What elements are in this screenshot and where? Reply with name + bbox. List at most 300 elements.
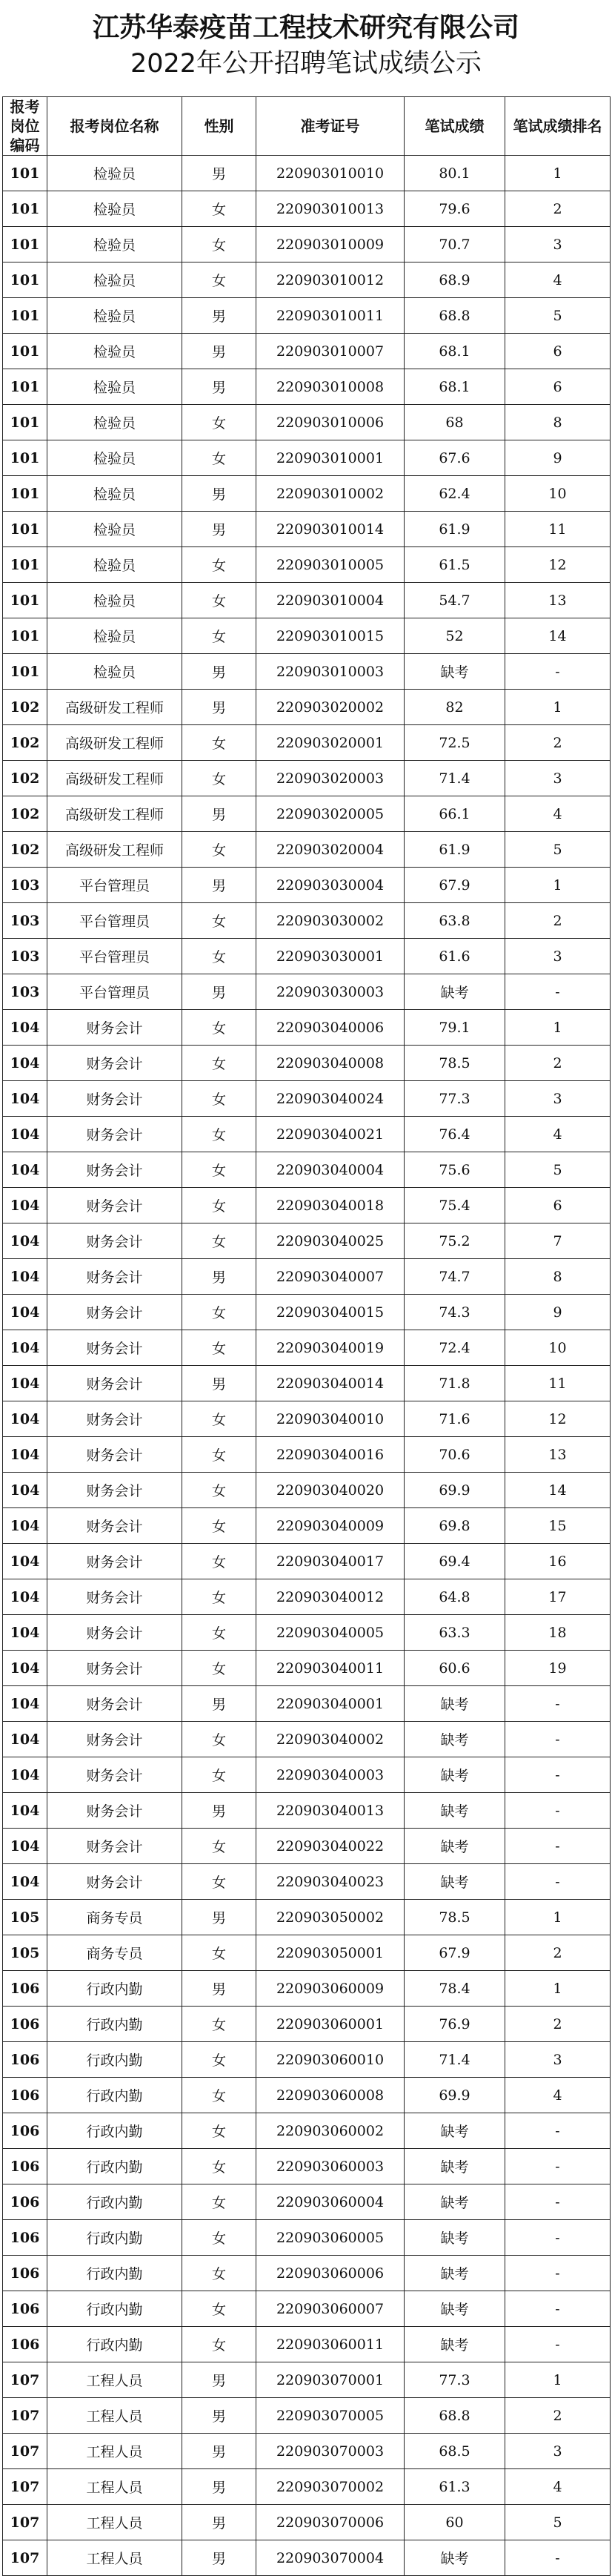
table-row — [3, 868, 611, 903]
cell-score: 67.9 — [405, 1935, 505, 1971]
cell-code: 102 — [3, 761, 47, 796]
cell-code: 106 — [3, 2149, 47, 2184]
cell-score: 71.4 — [405, 761, 505, 796]
cell-ticket: 220903040024 — [256, 1081, 405, 1117]
cell-score: 69.4 — [405, 1544, 505, 1579]
cell-position: 财务会计 — [47, 1046, 182, 1081]
cell-score: 78.5 — [405, 1046, 505, 1081]
cell-gender: 男 — [182, 690, 256, 725]
cell-rank: 3 — [505, 2042, 611, 2078]
cell-score: 61.3 — [405, 2469, 505, 2505]
cell-gender: 男 — [182, 156, 256, 191]
cell-position: 行政内勤 — [47, 2113, 182, 2149]
cell-code: 101 — [3, 334, 47, 369]
cell-position: 商务专员 — [47, 1935, 182, 1971]
cell-code: 101 — [3, 191, 47, 227]
cell-code: 104 — [3, 1437, 47, 1473]
cell-rank: - — [505, 1829, 611, 1864]
table-row — [3, 1508, 611, 1544]
cell-position: 行政内勤 — [47, 2007, 182, 2042]
table-row — [3, 2291, 611, 2327]
table-row — [3, 227, 611, 262]
cell-gender: 男 — [182, 1793, 256, 1829]
cell-code: 104 — [3, 1223, 47, 1259]
cell-rank: 14 — [505, 618, 611, 654]
cell-gender: 男 — [182, 512, 256, 547]
cell-code: 106 — [3, 2220, 47, 2256]
cell-rank: - — [505, 2256, 611, 2291]
cell-rank: - — [505, 2113, 611, 2149]
cell-score: 71.8 — [405, 1366, 505, 1401]
cell-gender: 女 — [182, 227, 256, 262]
cell-score: 缺考 — [405, 2113, 505, 2149]
cell-code: 106 — [3, 2007, 47, 2042]
cell-gender: 女 — [182, 1864, 256, 1900]
cell-ticket: 220903040016 — [256, 1437, 405, 1473]
cell-ticket: 220903030004 — [256, 868, 405, 903]
cell-code: 101 — [3, 583, 47, 618]
cell-code: 104 — [3, 1651, 47, 1686]
cell-position: 行政内勤 — [47, 1971, 182, 2007]
cell-rank: 1 — [505, 2362, 611, 2398]
cell-position: 工程人员 — [47, 2398, 182, 2434]
header-code: 报考岗位编码 — [3, 97, 47, 156]
cell-ticket: 220903040004 — [256, 1152, 405, 1188]
cell-ticket: 220903050002 — [256, 1900, 405, 1935]
table-row — [3, 262, 611, 298]
cell-gender: 女 — [182, 1544, 256, 1579]
cell-gender: 女 — [182, 903, 256, 939]
cell-ticket: 220903060002 — [256, 2113, 405, 2149]
cell-position: 财务会计 — [47, 1793, 182, 1829]
cell-position: 检验员 — [47, 156, 182, 191]
cell-rank: - — [505, 1864, 611, 1900]
cell-position: 财务会计 — [47, 1722, 182, 1757]
cell-gender: 女 — [182, 583, 256, 618]
cell-position: 商务专员 — [47, 1900, 182, 1935]
cell-position: 平台管理员 — [47, 868, 182, 903]
cell-score: 缺考 — [405, 1793, 505, 1829]
table-row — [3, 2149, 611, 2184]
cell-score: 63.3 — [405, 1615, 505, 1651]
cell-rank: - — [505, 2540, 611, 2576]
table-row — [3, 583, 611, 618]
cell-code: 107 — [3, 2362, 47, 2398]
cell-gender: 男 — [182, 868, 256, 903]
cell-gender: 男 — [182, 1971, 256, 2007]
cell-position: 平台管理员 — [47, 939, 182, 974]
cell-position: 高级研发工程师 — [47, 761, 182, 796]
cell-score: 缺考 — [405, 2184, 505, 2220]
cell-position: 财务会计 — [47, 1188, 182, 1223]
cell-position: 平台管理员 — [47, 974, 182, 1010]
cell-position: 高级研发工程师 — [47, 832, 182, 868]
cell-code: 104 — [3, 1295, 47, 1330]
cell-score: 缺考 — [405, 1686, 505, 1722]
cell-gender: 男 — [182, 334, 256, 369]
table-row — [3, 1152, 611, 1188]
cell-code: 101 — [3, 512, 47, 547]
cell-ticket: 220903040007 — [256, 1259, 405, 1295]
cell-score: 74.3 — [405, 1295, 505, 1330]
cell-gender: 女 — [182, 2078, 256, 2113]
cell-gender: 女 — [182, 1829, 256, 1864]
cell-score: 64.8 — [405, 1579, 505, 1615]
cell-gender: 男 — [182, 1900, 256, 1935]
cell-position: 工程人员 — [47, 2540, 182, 2576]
cell-ticket: 220903040014 — [256, 1366, 405, 1401]
cell-position: 行政内勤 — [47, 2327, 182, 2362]
cell-rank: - — [505, 1793, 611, 1829]
cell-score: 54.7 — [405, 583, 505, 618]
cell-position: 检验员 — [47, 512, 182, 547]
cell-score: 78.4 — [405, 1971, 505, 2007]
cell-rank: 4 — [505, 2078, 611, 2113]
cell-rank: - — [505, 2184, 611, 2220]
cell-rank: 2 — [505, 2007, 611, 2042]
cell-rank: 1 — [505, 690, 611, 725]
cell-ticket: 220903040015 — [256, 1295, 405, 1330]
cell-ticket: 220903040013 — [256, 1793, 405, 1829]
cell-rank: 2 — [505, 725, 611, 761]
cell-score: 76.9 — [405, 2007, 505, 2042]
cell-score: 71.4 — [405, 2042, 505, 2078]
cell-rank: 8 — [505, 1259, 611, 1295]
table-row — [3, 1010, 611, 1046]
table-row — [3, 2398, 611, 2434]
cell-rank: 16 — [505, 1544, 611, 1579]
table-row — [3, 369, 611, 405]
cell-ticket: 220903040017 — [256, 1544, 405, 1579]
cell-gender: 女 — [182, 618, 256, 654]
table-row — [3, 1259, 611, 1295]
cell-score: 68.1 — [405, 334, 505, 369]
cell-ticket: 220903010008 — [256, 369, 405, 405]
cell-code: 101 — [3, 654, 47, 690]
table-row — [3, 1330, 611, 1366]
cell-gender: 女 — [182, 1651, 256, 1686]
cell-gender: 女 — [182, 2184, 256, 2220]
cell-score: 缺考 — [405, 2149, 505, 2184]
table-row — [3, 476, 611, 512]
cell-gender: 女 — [182, 440, 256, 476]
table-row — [3, 1223, 611, 1259]
table-row — [3, 1651, 611, 1686]
cell-position: 财务会计 — [47, 1651, 182, 1686]
cell-gender: 女 — [182, 1152, 256, 1188]
cell-score: 67.6 — [405, 440, 505, 476]
cell-score: 61.9 — [405, 832, 505, 868]
cell-code: 104 — [3, 1829, 47, 1864]
cell-code: 103 — [3, 903, 47, 939]
cell-ticket: 220903010005 — [256, 547, 405, 583]
cell-rank: 9 — [505, 440, 611, 476]
cell-ticket: 220903040003 — [256, 1757, 405, 1793]
cell-score: 缺考 — [405, 1722, 505, 1757]
cell-rank: - — [505, 1722, 611, 1757]
cell-gender: 男 — [182, 369, 256, 405]
cell-rank: 2 — [505, 2398, 611, 2434]
cell-score: 69.9 — [405, 2078, 505, 2113]
cell-position: 财务会计 — [47, 1544, 182, 1579]
cell-score: 缺考 — [405, 2220, 505, 2256]
cell-code: 106 — [3, 2113, 47, 2149]
cell-rank: 5 — [505, 2505, 611, 2540]
cell-position: 检验员 — [47, 583, 182, 618]
table-row — [3, 2362, 611, 2398]
cell-code: 106 — [3, 2078, 47, 2113]
cell-score: 缺考 — [405, 654, 505, 690]
cell-gender: 女 — [182, 725, 256, 761]
table-row — [3, 654, 611, 690]
cell-ticket: 220903060001 — [256, 2007, 405, 2042]
table-row — [3, 618, 611, 654]
cell-code: 101 — [3, 156, 47, 191]
cell-position: 检验员 — [47, 227, 182, 262]
cell-rank: 11 — [505, 512, 611, 547]
cell-rank: 7 — [505, 1223, 611, 1259]
cell-position: 检验员 — [47, 191, 182, 227]
cell-score: 缺考 — [405, 2540, 505, 2576]
cell-code: 104 — [3, 1473, 47, 1508]
cell-ticket: 220903070004 — [256, 2540, 405, 2576]
cell-position: 行政内勤 — [47, 2291, 182, 2327]
cell-ticket: 220903010011 — [256, 298, 405, 334]
cell-gender: 女 — [182, 1935, 256, 1971]
cell-gender: 女 — [182, 191, 256, 227]
table-row — [3, 2327, 611, 2362]
cell-score: 68 — [405, 405, 505, 440]
table-row — [3, 1686, 611, 1722]
cell-ticket: 220903040009 — [256, 1508, 405, 1544]
cell-code: 103 — [3, 974, 47, 1010]
cell-score: 缺考 — [405, 2256, 505, 2291]
cell-gender: 男 — [182, 974, 256, 1010]
cell-ticket: 220903040001 — [256, 1686, 405, 1722]
cell-score: 缺考 — [405, 2327, 505, 2362]
cell-gender: 女 — [182, 2220, 256, 2256]
cell-position: 行政内勤 — [47, 2184, 182, 2220]
cell-rank: 2 — [505, 903, 611, 939]
cell-rank: 9 — [505, 1295, 611, 1330]
cell-code: 104 — [3, 1686, 47, 1722]
cell-rank: - — [505, 2291, 611, 2327]
cell-position: 财务会计 — [47, 1579, 182, 1615]
cell-position: 工程人员 — [47, 2469, 182, 2505]
cell-position: 行政内勤 — [47, 2256, 182, 2291]
cell-rank: 1 — [505, 1010, 611, 1046]
cell-gender: 男 — [182, 298, 256, 334]
cell-ticket: 220903040006 — [256, 1010, 405, 1046]
cell-gender: 女 — [182, 2007, 256, 2042]
cell-ticket: 220903030001 — [256, 939, 405, 974]
cell-code: 104 — [3, 1117, 47, 1152]
table-row — [3, 156, 611, 191]
cell-rank: - — [505, 2220, 611, 2256]
cell-position: 财务会计 — [47, 1152, 182, 1188]
cell-gender: 女 — [182, 1473, 256, 1508]
cell-rank: 10 — [505, 1330, 611, 1366]
cell-score: 75.2 — [405, 1223, 505, 1259]
cell-code: 104 — [3, 1081, 47, 1117]
table-row — [3, 2540, 611, 2576]
cell-code: 104 — [3, 1401, 47, 1437]
cell-gender: 男 — [182, 654, 256, 690]
table-row — [3, 2256, 611, 2291]
cell-code: 104 — [3, 1366, 47, 1401]
cell-position: 检验员 — [47, 369, 182, 405]
cell-ticket: 220903040018 — [256, 1188, 405, 1223]
cell-ticket: 220903030003 — [256, 974, 405, 1010]
table-row — [3, 796, 611, 832]
table-row — [3, 2220, 611, 2256]
cell-code: 101 — [3, 618, 47, 654]
cell-rank: - — [505, 654, 611, 690]
cell-score: 77.3 — [405, 2362, 505, 2398]
table-header-row — [3, 97, 611, 156]
page-subtitle: 2022年公开招聘笔试成绩公示 — [130, 49, 482, 79]
cell-gender: 女 — [182, 262, 256, 298]
cell-code: 101 — [3, 547, 47, 583]
cell-gender: 女 — [182, 1081, 256, 1117]
cell-code: 102 — [3, 832, 47, 868]
cell-ticket: 220903010009 — [256, 227, 405, 262]
cell-code: 103 — [3, 939, 47, 974]
cell-score: 60 — [405, 2505, 505, 2540]
cell-ticket: 220903010006 — [256, 405, 405, 440]
cell-score: 79.6 — [405, 191, 505, 227]
cell-score: 72.4 — [405, 1330, 505, 1366]
cell-position: 检验员 — [47, 440, 182, 476]
cell-gender: 女 — [182, 1046, 256, 1081]
table-row — [3, 1900, 611, 1935]
cell-score: 80.1 — [405, 156, 505, 191]
table-row — [3, 1829, 611, 1864]
cell-gender: 男 — [182, 2398, 256, 2434]
cell-code: 101 — [3, 405, 47, 440]
cell-ticket: 220903010012 — [256, 262, 405, 298]
cell-position: 工程人员 — [47, 2505, 182, 2540]
cell-rank: 2 — [505, 191, 611, 227]
header-score: 笔试成绩 — [405, 97, 505, 156]
cell-score: 78.5 — [405, 1900, 505, 1935]
cell-score: 68.1 — [405, 369, 505, 405]
cell-score: 62.4 — [405, 476, 505, 512]
cell-score: 缺考 — [405, 1829, 505, 1864]
table-row — [3, 1081, 611, 1117]
cell-position: 财务会计 — [47, 1437, 182, 1473]
cell-score: 75.6 — [405, 1152, 505, 1188]
cell-code: 106 — [3, 2256, 47, 2291]
cell-code: 107 — [3, 2540, 47, 2576]
cell-score: 61.9 — [405, 512, 505, 547]
cell-code: 104 — [3, 1615, 47, 1651]
cell-rank: 2 — [505, 1935, 611, 1971]
cell-ticket: 220903040012 — [256, 1579, 405, 1615]
table-row — [3, 405, 611, 440]
cell-ticket: 220903040010 — [256, 1401, 405, 1437]
cell-score: 75.4 — [405, 1188, 505, 1223]
cell-rank: 18 — [505, 1615, 611, 1651]
cell-rank: 4 — [505, 796, 611, 832]
page-title: 江苏华泰疫苗工程技术研究有限公司 — [92, 13, 519, 43]
cell-gender: 女 — [182, 1188, 256, 1223]
cell-ticket: 220903020003 — [256, 761, 405, 796]
cell-score: 63.8 — [405, 903, 505, 939]
table-row — [3, 939, 611, 974]
cell-ticket: 220903020001 — [256, 725, 405, 761]
cell-score: 缺考 — [405, 1864, 505, 1900]
cell-rank: 12 — [505, 547, 611, 583]
table-row — [3, 2184, 611, 2220]
cell-code: 107 — [3, 2434, 47, 2469]
cell-position: 财务会计 — [47, 1259, 182, 1295]
cell-ticket: 220903010004 — [256, 583, 405, 618]
cell-position: 高级研发工程师 — [47, 796, 182, 832]
cell-position: 检验员 — [47, 654, 182, 690]
table-row — [3, 832, 611, 868]
cell-gender: 女 — [182, 1757, 256, 1793]
cell-ticket: 220903040019 — [256, 1330, 405, 1366]
cell-score: 71.6 — [405, 1401, 505, 1437]
cell-rank: - — [505, 2327, 611, 2362]
cell-rank: 3 — [505, 1081, 611, 1117]
cell-position: 财务会计 — [47, 1010, 182, 1046]
table-row — [3, 2113, 611, 2149]
table-row — [3, 1437, 611, 1473]
cell-ticket: 220903010014 — [256, 512, 405, 547]
cell-position: 高级研发工程师 — [47, 690, 182, 725]
cell-position: 检验员 — [47, 476, 182, 512]
cell-score: 缺考 — [405, 974, 505, 1010]
cell-ticket: 220903010010 — [256, 156, 405, 191]
cell-rank: 4 — [505, 2469, 611, 2505]
cell-position: 检验员 — [47, 334, 182, 369]
cell-ticket: 220903010003 — [256, 654, 405, 690]
table-row — [3, 1579, 611, 1615]
cell-gender: 女 — [182, 547, 256, 583]
cell-code: 104 — [3, 1010, 47, 1046]
table-row — [3, 2007, 611, 2042]
cell-rank: 6 — [505, 334, 611, 369]
cell-ticket: 220903070006 — [256, 2505, 405, 2540]
cell-code: 104 — [3, 1722, 47, 1757]
table-row — [3, 2505, 611, 2540]
cell-rank: - — [505, 974, 611, 1010]
cell-gender: 女 — [182, 1223, 256, 1259]
cell-position: 检验员 — [47, 262, 182, 298]
table-row — [3, 2042, 611, 2078]
cell-rank: 3 — [505, 939, 611, 974]
table-row — [3, 2078, 611, 2113]
cell-code: 104 — [3, 1330, 47, 1366]
cell-score: 69.9 — [405, 1473, 505, 1508]
cell-gender: 女 — [182, 1437, 256, 1473]
table-row — [3, 725, 611, 761]
cell-position: 检验员 — [47, 547, 182, 583]
cell-gender: 女 — [182, 761, 256, 796]
cell-code: 107 — [3, 2505, 47, 2540]
cell-gender: 女 — [182, 939, 256, 974]
table-row — [3, 334, 611, 369]
cell-rank: 10 — [505, 476, 611, 512]
cell-gender: 女 — [182, 1295, 256, 1330]
cell-position: 行政内勤 — [47, 2149, 182, 2184]
cell-position: 财务会计 — [47, 1686, 182, 1722]
cell-ticket: 220903040025 — [256, 1223, 405, 1259]
cell-ticket: 220903010002 — [256, 476, 405, 512]
cell-gender: 女 — [182, 1117, 256, 1152]
